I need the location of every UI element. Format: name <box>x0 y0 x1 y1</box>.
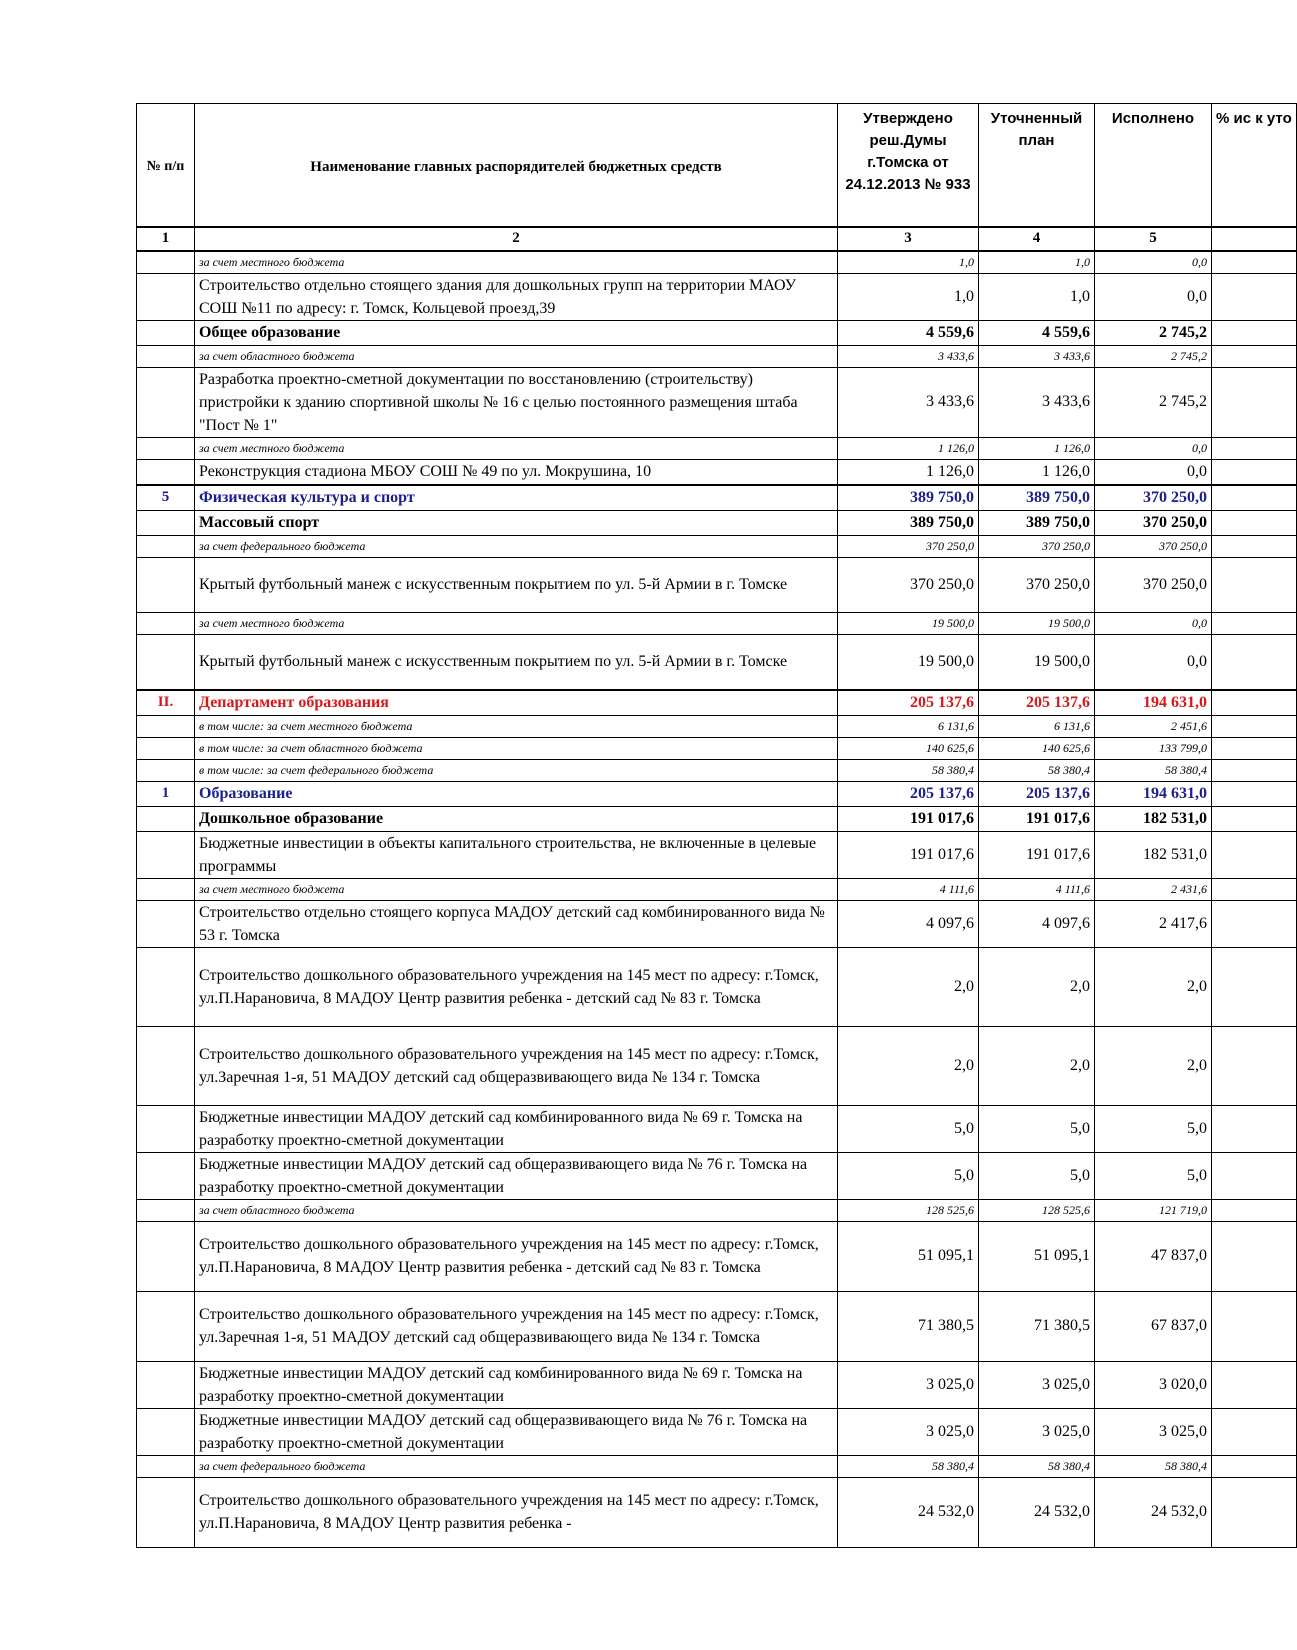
column-number: 1 <box>137 227 195 251</box>
row-number <box>137 367 195 437</box>
row-approved-value: 3 025,0 <box>838 1408 979 1455</box>
row-refined-value: 128 525,6 <box>979 1199 1095 1221</box>
row-refined-value: 389 750,0 <box>979 485 1095 511</box>
row-executed-value: 2 745,2 <box>1095 345 1212 367</box>
table-row <box>137 557 1297 612</box>
row-approved-value: 205 137,6 <box>838 690 979 716</box>
row-name: в том числе: за счет областного бюджета <box>195 737 838 759</box>
row-refined-value: 140 625,6 <box>979 737 1095 759</box>
row-executed-value: 370 250,0 <box>1095 485 1212 511</box>
row-approved-value: 1,0 <box>838 273 979 320</box>
row-name: Бюджетные инвестиции в объекты капитального строительства, не включенные в целевые программы <box>195 831 838 878</box>
row-name: Строительство отдельно стоящего корпуса МАДОУ детский сад комбинированного вида № 53 г. Томска <box>195 900 838 947</box>
table-row <box>137 1152 1297 1199</box>
budget-document <box>136 103 1292 1650</box>
row-refined-value: 1 126,0 <box>979 437 1095 459</box>
row-executed-value: 2 431,6 <box>1095 878 1212 900</box>
row-executed-value: 2 745,2 <box>1095 367 1212 437</box>
table-row <box>137 345 1297 367</box>
table-row <box>137 273 1297 320</box>
row-refined-value: 6 131,6 <box>979 715 1095 737</box>
column-number: 4 <box>979 227 1095 251</box>
column-number: 3 <box>838 227 979 251</box>
row-percent-value <box>1212 1221 1297 1291</box>
row-number <box>137 459 195 485</box>
row-refined-value: 5,0 <box>979 1105 1095 1152</box>
row-name: за счет местного бюджета <box>195 251 838 274</box>
row-refined-value: 3 433,6 <box>979 367 1095 437</box>
table-row <box>137 1221 1297 1291</box>
row-percent-value <box>1212 831 1297 878</box>
row-percent-value <box>1212 459 1297 485</box>
row-percent-value <box>1212 612 1297 634</box>
row-percent-value <box>1212 1152 1297 1199</box>
row-percent-value <box>1212 273 1297 320</box>
row-name: Разработка проектно-сметной документации по восстановлению (строительству) пристройки к зданию спортивной школы № 16 с целью постоянного размещения штаба "Пост № 1" <box>195 367 838 437</box>
row-executed-value: 194 631,0 <box>1095 690 1212 716</box>
table-row <box>137 535 1297 557</box>
row-approved-value: 24 532,0 <box>838 1477 979 1547</box>
row-executed-value: 133 799,0 <box>1095 737 1212 759</box>
row-approved-value: 140 625,6 <box>838 737 979 759</box>
row-refined-value: 24 532,0 <box>979 1477 1095 1547</box>
row-refined-value: 191 017,6 <box>979 831 1095 878</box>
row-number <box>137 806 195 831</box>
row-percent-value <box>1212 1455 1297 1477</box>
row-executed-value: 0,0 <box>1095 612 1212 634</box>
row-number <box>137 273 195 320</box>
row-approved-value: 370 250,0 <box>838 557 979 612</box>
row-executed-value: 5,0 <box>1095 1152 1212 1199</box>
row-name: Дошкольное образование <box>195 806 838 831</box>
row-refined-value: 205 137,6 <box>979 690 1095 716</box>
row-refined-value: 58 380,4 <box>979 759 1095 781</box>
row-name: Строительство дошкольного образовательного учреждения на 145 мест по адресу: г.Томск, ул.П.Нарановича, 8 МАДОУ Центр развития ребенка - детский сад № 83 г. Томска <box>195 947 838 1026</box>
table-row <box>137 737 1297 759</box>
row-percent-value <box>1212 759 1297 781</box>
row-approved-value: 4 559,6 <box>838 320 979 345</box>
row-number <box>137 612 195 634</box>
table-row <box>137 1408 1297 1455</box>
row-number <box>137 737 195 759</box>
row-executed-value: 0,0 <box>1095 634 1212 690</box>
row-name: Бюджетные инвестиции МАДОУ детский сад общеразвивающего вида № 76 г. Томска на разработку проектно-сметной документации <box>195 1408 838 1455</box>
row-number <box>137 759 195 781</box>
row-name: за счет местного бюджета <box>195 878 838 900</box>
table-row <box>137 510 1297 535</box>
row-name: Бюджетные инвестиции МАДОУ детский сад комбинированного вида № 69 г. Томска на разработку проектно-сметной документации <box>195 1105 838 1152</box>
row-name: Крытый футбольный манеж с искусственным покрытием по ул. 5-й Армии в г. Томске <box>195 557 838 612</box>
row-refined-value: 1,0 <box>979 251 1095 274</box>
row-number <box>137 1105 195 1152</box>
row-name: Бюджетные инвестиции МАДОУ детский сад общеразвивающего вида № 76 г. Томска на разработку проектно-сметной документации <box>195 1152 838 1199</box>
row-percent-value <box>1212 320 1297 345</box>
table-row <box>137 612 1297 634</box>
row-refined-value: 19 500,0 <box>979 634 1095 690</box>
row-executed-value: 0,0 <box>1095 437 1212 459</box>
row-refined-value: 3 025,0 <box>979 1408 1095 1455</box>
row-refined-value: 5,0 <box>979 1152 1095 1199</box>
row-executed-value: 3 025,0 <box>1095 1408 1212 1455</box>
row-number <box>137 1026 195 1105</box>
row-percent-value <box>1212 806 1297 831</box>
row-refined-value: 2,0 <box>979 1026 1095 1105</box>
table-row <box>137 1361 1297 1408</box>
row-approved-value: 2,0 <box>838 1026 979 1105</box>
row-refined-value: 2,0 <box>979 947 1095 1026</box>
row-number <box>137 900 195 947</box>
row-refined-value: 4 559,6 <box>979 320 1095 345</box>
row-approved-value: 6 131,6 <box>838 715 979 737</box>
row-approved-value: 71 380,5 <box>838 1291 979 1361</box>
row-name: в том числе: за счет федерального бюджета <box>195 759 838 781</box>
row-name: Крытый футбольный манеж с искусственным покрытием по ул. 5-й Армии в г. Томске <box>195 634 838 690</box>
row-name: Строительство дошкольного образовательного учреждения на 145 мест по адресу: г.Томск, ул.Заречная 1-я, 51 МАДОУ детский сад общеразвивающего вида № 134 г. Томска <box>195 1026 838 1105</box>
table-row <box>137 715 1297 737</box>
table-row <box>137 1105 1297 1152</box>
row-refined-value: 191 017,6 <box>979 806 1095 831</box>
row-refined-value: 370 250,0 <box>979 557 1095 612</box>
row-percent-value <box>1212 437 1297 459</box>
row-number <box>137 1152 195 1199</box>
table-row <box>137 1026 1297 1105</box>
row-percent-value <box>1212 1408 1297 1455</box>
row-executed-value: 370 250,0 <box>1095 557 1212 612</box>
row-percent-value <box>1212 715 1297 737</box>
row-executed-value: 0,0 <box>1095 459 1212 485</box>
row-name: за счет областного бюджета <box>195 345 838 367</box>
row-approved-value: 58 380,4 <box>838 759 979 781</box>
row-percent-value <box>1212 1291 1297 1361</box>
row-number <box>137 715 195 737</box>
row-executed-value: 370 250,0 <box>1095 535 1212 557</box>
row-executed-value: 2,0 <box>1095 947 1212 1026</box>
table-row <box>137 459 1297 485</box>
row-refined-value: 4 111,6 <box>979 878 1095 900</box>
row-name: Строительство отдельно стоящего здания для дошкольных групп на территории МАОУ СОШ №11 по адресу: г. Томск, Кольцевой проезд,39 <box>195 273 838 320</box>
row-number: 5 <box>137 485 195 511</box>
row-percent-value <box>1212 557 1297 612</box>
header-percent: % ис к уто <box>1212 104 1297 227</box>
table-row <box>137 1199 1297 1221</box>
table-row <box>137 367 1297 437</box>
row-percent-value <box>1212 634 1297 690</box>
row-number: 1 <box>137 781 195 806</box>
row-approved-value: 3 433,6 <box>838 345 979 367</box>
row-refined-value: 4 097,6 <box>979 900 1095 947</box>
table-row <box>137 781 1297 806</box>
row-approved-value: 128 525,6 <box>838 1199 979 1221</box>
row-refined-value: 58 380,4 <box>979 1455 1095 1477</box>
row-percent-value <box>1212 900 1297 947</box>
column-number-row <box>137 227 1297 251</box>
row-refined-value: 51 095,1 <box>979 1221 1095 1291</box>
row-refined-value: 1,0 <box>979 273 1095 320</box>
row-percent-value <box>1212 251 1297 274</box>
row-refined-value: 1 126,0 <box>979 459 1095 485</box>
row-approved-value: 3 433,6 <box>838 367 979 437</box>
table-row <box>137 806 1297 831</box>
row-executed-value: 0,0 <box>1095 273 1212 320</box>
row-approved-value: 4 097,6 <box>838 900 979 947</box>
table-row <box>137 690 1297 716</box>
row-percent-value <box>1212 510 1297 535</box>
table-row <box>137 485 1297 511</box>
row-executed-value: 2 451,6 <box>1095 715 1212 737</box>
row-approved-value: 51 095,1 <box>838 1221 979 1291</box>
column-number: 5 <box>1095 227 1212 251</box>
row-approved-value: 58 380,4 <box>838 1455 979 1477</box>
row-refined-value: 71 380,5 <box>979 1291 1095 1361</box>
row-number: II. <box>137 690 195 716</box>
column-number: 2 <box>195 227 838 251</box>
row-number <box>137 1361 195 1408</box>
row-approved-value: 191 017,6 <box>838 806 979 831</box>
row-executed-value: 194 631,0 <box>1095 781 1212 806</box>
row-name: за счет областного бюджета <box>195 1199 838 1221</box>
table-header-row <box>137 104 1297 227</box>
row-number <box>137 535 195 557</box>
row-approved-value: 2,0 <box>838 947 979 1026</box>
row-refined-value: 3 025,0 <box>979 1361 1095 1408</box>
row-name: Реконструкция стадиона МБОУ СОШ № 49 по ул. Мокрушина, 10 <box>195 459 838 485</box>
row-name: в том числе: за счет местного бюджета <box>195 715 838 737</box>
row-percent-value <box>1212 1026 1297 1105</box>
row-executed-value: 0,0 <box>1095 251 1212 274</box>
row-refined-value: 389 750,0 <box>979 510 1095 535</box>
row-approved-value: 370 250,0 <box>838 535 979 557</box>
row-number <box>137 831 195 878</box>
row-percent-value <box>1212 367 1297 437</box>
row-percent-value <box>1212 690 1297 716</box>
row-name: Строительство дошкольного образовательного учреждения на 145 мест по адресу: г.Томск, ул.Заречная 1-я, 51 МАДОУ детский сад общеразвивающего вида № 134 г. Томска <box>195 1291 838 1361</box>
row-number <box>137 345 195 367</box>
row-approved-value: 1,0 <box>838 251 979 274</box>
row-executed-value: 370 250,0 <box>1095 510 1212 535</box>
row-percent-value <box>1212 737 1297 759</box>
table-row <box>137 1291 1297 1361</box>
table-row <box>137 1477 1297 1547</box>
row-executed-value: 182 531,0 <box>1095 831 1212 878</box>
table-row <box>137 831 1297 878</box>
row-approved-value: 19 500,0 <box>838 634 979 690</box>
row-name: за счет федерального бюджета <box>195 535 838 557</box>
header-refined: Уточненный план <box>979 104 1095 227</box>
row-percent-value <box>1212 1199 1297 1221</box>
row-approved-value: 3 025,0 <box>838 1361 979 1408</box>
row-number <box>137 947 195 1026</box>
row-executed-value: 2,0 <box>1095 1026 1212 1105</box>
row-approved-value: 19 500,0 <box>838 612 979 634</box>
row-percent-value <box>1212 1361 1297 1408</box>
row-number <box>137 634 195 690</box>
header-executed: Исполнено <box>1095 104 1212 227</box>
row-percent-value <box>1212 485 1297 511</box>
row-refined-value: 205 137,6 <box>979 781 1095 806</box>
row-name: Образование <box>195 781 838 806</box>
row-approved-value: 1 126,0 <box>838 437 979 459</box>
row-executed-value: 47 837,0 <box>1095 1221 1212 1291</box>
row-name: Физическая культура и спорт <box>195 485 838 511</box>
row-approved-value: 389 750,0 <box>838 485 979 511</box>
row-number <box>137 510 195 535</box>
table-row <box>137 1455 1297 1477</box>
row-number <box>137 1291 195 1361</box>
row-refined-value: 3 433,6 <box>979 345 1095 367</box>
header-name: Наименование главных распорядителей бюджетных средств <box>195 104 838 227</box>
row-executed-value: 2 417,6 <box>1095 900 1212 947</box>
row-number <box>137 1221 195 1291</box>
column-number <box>1212 227 1297 251</box>
row-number <box>137 1477 195 1547</box>
table-row <box>137 437 1297 459</box>
row-name: за счет федерального бюджета <box>195 1455 838 1477</box>
row-percent-value <box>1212 535 1297 557</box>
row-executed-value: 24 532,0 <box>1095 1477 1212 1547</box>
table-row <box>137 900 1297 947</box>
row-number <box>137 1408 195 1455</box>
table-row <box>137 634 1297 690</box>
row-name: Общее образование <box>195 320 838 345</box>
row-approved-value: 4 111,6 <box>838 878 979 900</box>
row-executed-value: 58 380,4 <box>1095 759 1212 781</box>
row-executed-value: 182 531,0 <box>1095 806 1212 831</box>
row-executed-value: 121 719,0 <box>1095 1199 1212 1221</box>
row-number <box>137 251 195 274</box>
row-number <box>137 878 195 900</box>
row-approved-value: 205 137,6 <box>838 781 979 806</box>
row-percent-value <box>1212 947 1297 1026</box>
row-percent-value <box>1212 878 1297 900</box>
row-percent-value <box>1212 781 1297 806</box>
row-name: Бюджетные инвестиции МАДОУ детский сад комбинированного вида № 69 г. Томска на разработку проектно-сметной документации <box>195 1361 838 1408</box>
table-row <box>137 759 1297 781</box>
row-number <box>137 1455 195 1477</box>
row-percent-value <box>1212 1477 1297 1547</box>
table-row <box>137 320 1297 345</box>
row-percent-value <box>1212 345 1297 367</box>
table-row <box>137 878 1297 900</box>
row-name: за счет местного бюджета <box>195 612 838 634</box>
row-executed-value: 2 745,2 <box>1095 320 1212 345</box>
row-approved-value: 389 750,0 <box>838 510 979 535</box>
row-approved-value: 5,0 <box>838 1105 979 1152</box>
row-name: Строительство дошкольного образовательного учреждения на 145 мест по адресу: г.Томск, ул.П.Нарановича, 8 МАДОУ Центр развития ребенка - <box>195 1477 838 1547</box>
row-refined-value: 19 500,0 <box>979 612 1095 634</box>
row-approved-value: 191 017,6 <box>838 831 979 878</box>
row-refined-value: 370 250,0 <box>979 535 1095 557</box>
header-num: № п/п <box>137 104 195 227</box>
row-executed-value: 58 380,4 <box>1095 1455 1212 1477</box>
row-number <box>137 1199 195 1221</box>
row-name: Строительство дошкольного образовательного учреждения на 145 мест по адресу: г.Томск, ул.П.Нарановича, 8 МАДОУ Центр развития ребенка - детский сад № 83 г. Томска <box>195 1221 838 1291</box>
row-name: Массовый спорт <box>195 510 838 535</box>
row-executed-value: 5,0 <box>1095 1105 1212 1152</box>
row-approved-value: 5,0 <box>838 1152 979 1199</box>
row-approved-value: 1 126,0 <box>838 459 979 485</box>
row-executed-value: 3 020,0 <box>1095 1361 1212 1408</box>
row-number <box>137 320 195 345</box>
row-number <box>137 557 195 612</box>
row-executed-value: 67 837,0 <box>1095 1291 1212 1361</box>
row-name: Департамент образования <box>195 690 838 716</box>
row-name: за счет местного бюджета <box>195 437 838 459</box>
table-row <box>137 251 1297 274</box>
header-approved: Утверждено реш.Думы г.Томска от 24.12.2013 № 933 <box>838 104 979 227</box>
table-row <box>137 947 1297 1026</box>
budget-table <box>136 103 1297 1548</box>
row-number <box>137 437 195 459</box>
row-percent-value <box>1212 1105 1297 1152</box>
